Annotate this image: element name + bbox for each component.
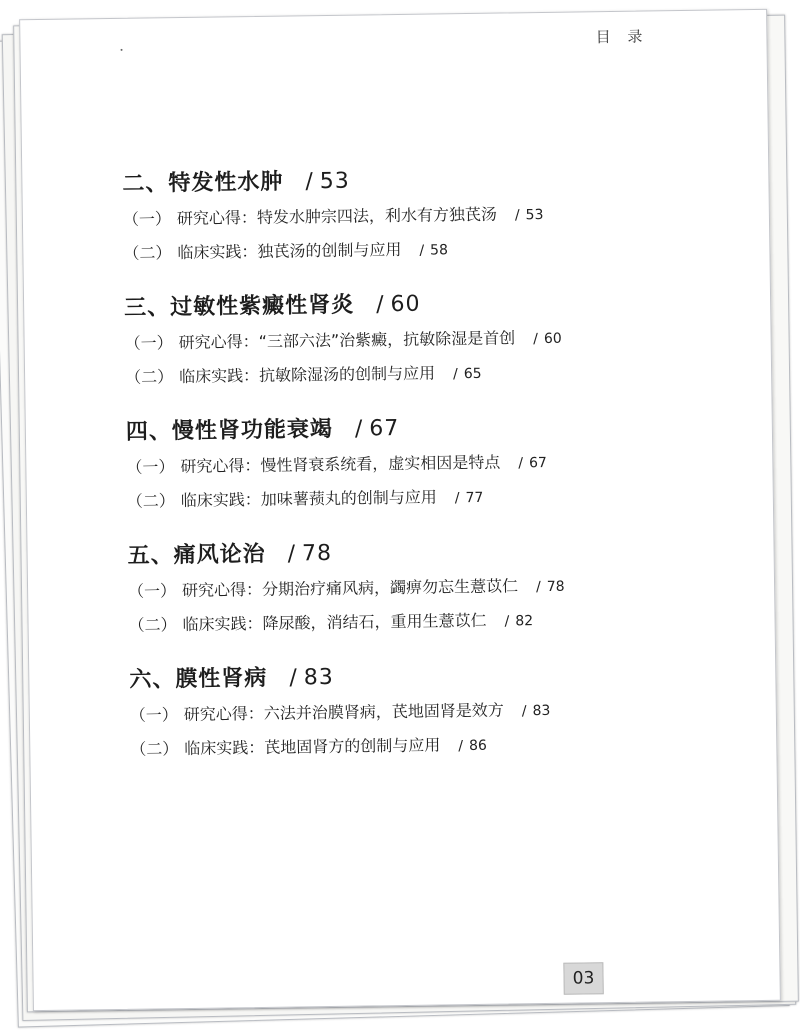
entry-number: （二） <box>130 739 179 759</box>
page-separator: / <box>521 703 527 720</box>
entry-page-number: 77 <box>465 489 484 507</box>
running-header: 目 录 <box>595 27 649 47</box>
entry-number: （二） <box>128 615 177 635</box>
section-page-number: 78 <box>301 540 333 567</box>
page-separator: / <box>287 541 297 567</box>
page-separator: / <box>454 490 460 507</box>
entry-title: 研究心得：“三部六法”治紫癜，抗敏除湿是首创 <box>178 328 516 353</box>
section-page-number: 67 <box>369 416 400 442</box>
entry-page-ref <box>533 331 562 347</box>
entry-page-ref <box>522 703 551 719</box>
section-page-number: 60 <box>390 291 421 318</box>
page-separator: / <box>289 665 298 691</box>
entry-page-number: 82 <box>515 613 534 630</box>
entry-page-number: 83 <box>532 702 551 720</box>
page-separator: / <box>419 242 425 259</box>
entry-number: （一） <box>129 705 178 725</box>
table-of-contents <box>122 159 691 787</box>
section-title: 五、痛风论治 <box>127 541 266 569</box>
entry-title: 研究心得：慢性肾衰系统看，虚实相因是特点 <box>180 452 501 477</box>
section-title: 四、慢性肾功能衰竭 <box>125 416 334 445</box>
page-separator: / <box>458 738 464 755</box>
toc-section <box>129 655 690 767</box>
entry-page-number: 53 <box>525 206 544 224</box>
entry-title: 临床实践：抗敏除湿汤的创制与应用 <box>178 363 436 387</box>
section-page-ref <box>305 169 350 195</box>
entry-title: 研究心得：分期治疗痛风病，蠲痹勿忘生薏苡仁 <box>181 576 519 601</box>
page-separator: / <box>504 613 510 630</box>
entry-page-ref <box>419 242 448 258</box>
page-separator: / <box>305 169 315 195</box>
page-number: 03 <box>563 962 603 995</box>
entry-page-number: 67 <box>528 454 548 472</box>
section-page-ref <box>287 541 332 567</box>
section-title: 三、过敏性紫癜性肾炎 <box>123 292 355 321</box>
entry-page-ref <box>453 366 482 382</box>
entry-page-number: 58 <box>430 242 449 259</box>
entry-title: 临床实践：芪地固肾方的创制与应用 <box>184 735 441 759</box>
page-separator: / <box>514 207 520 224</box>
toc-entry[interactable] <box>130 725 690 767</box>
page-separator: / <box>533 331 539 348</box>
entry-page-ref <box>515 207 544 223</box>
entry-number: （二） <box>123 243 172 263</box>
entry-page-ref <box>455 490 484 506</box>
entry-title: 研究心得：六法并治膜肾病，芪地固肾是效方 <box>183 700 504 725</box>
entry-page-ref <box>504 613 533 629</box>
page-separator: / <box>518 455 524 472</box>
entry-page-number: 60 <box>543 330 562 347</box>
section-title: 六、膜性肾病 <box>129 665 268 693</box>
entry-number: （二） <box>124 367 174 387</box>
toc-entry[interactable] <box>125 353 685 395</box>
section-title: 二、特发性水肿 <box>122 169 284 197</box>
page-separator: / <box>453 366 458 383</box>
entry-number: （一） <box>124 333 173 353</box>
toc-entry[interactable] <box>123 229 683 271</box>
section-page-number: 83 <box>303 664 334 691</box>
toc-section <box>126 407 687 519</box>
entry-page-number: 65 <box>463 365 482 383</box>
entry-page-number: 78 <box>546 578 565 595</box>
entry-title: 临床实践：降尿酸，消结石，重用生薏苡仁 <box>182 610 487 635</box>
toc-section <box>122 159 683 271</box>
section-page-ref <box>376 292 421 318</box>
entry-number: （二） <box>126 491 175 511</box>
entry-title: 临床实践：加味薯蓣丸的创制与应用 <box>180 487 437 511</box>
section-page-ref <box>355 416 400 442</box>
page-separator: / <box>535 579 541 596</box>
toc-entry[interactable] <box>128 601 688 643</box>
entry-page-ref <box>458 738 487 754</box>
entry-number: （一） <box>126 457 175 477</box>
section-page-number: 53 <box>319 168 351 195</box>
toc-entry[interactable] <box>127 477 687 519</box>
toc-page <box>19 9 781 1011</box>
entry-title: 研究心得：特发水肿宗四法，利水有方独芪汤 <box>176 204 498 229</box>
entry-title: 临床实践：独芪汤的创制与应用 <box>177 239 402 263</box>
page-separator: / <box>354 416 364 442</box>
entry-page-ref <box>536 579 565 595</box>
entry-page-number: 86 <box>468 737 487 755</box>
entry-number: （一） <box>122 209 172 229</box>
entry-page-ref <box>518 455 547 471</box>
toc-section <box>127 531 688 643</box>
toc-section <box>124 283 685 395</box>
page-separator: / <box>375 292 385 318</box>
section-page-ref <box>289 665 334 691</box>
print-speck <box>121 49 123 51</box>
entry-number: （一） <box>127 581 177 601</box>
